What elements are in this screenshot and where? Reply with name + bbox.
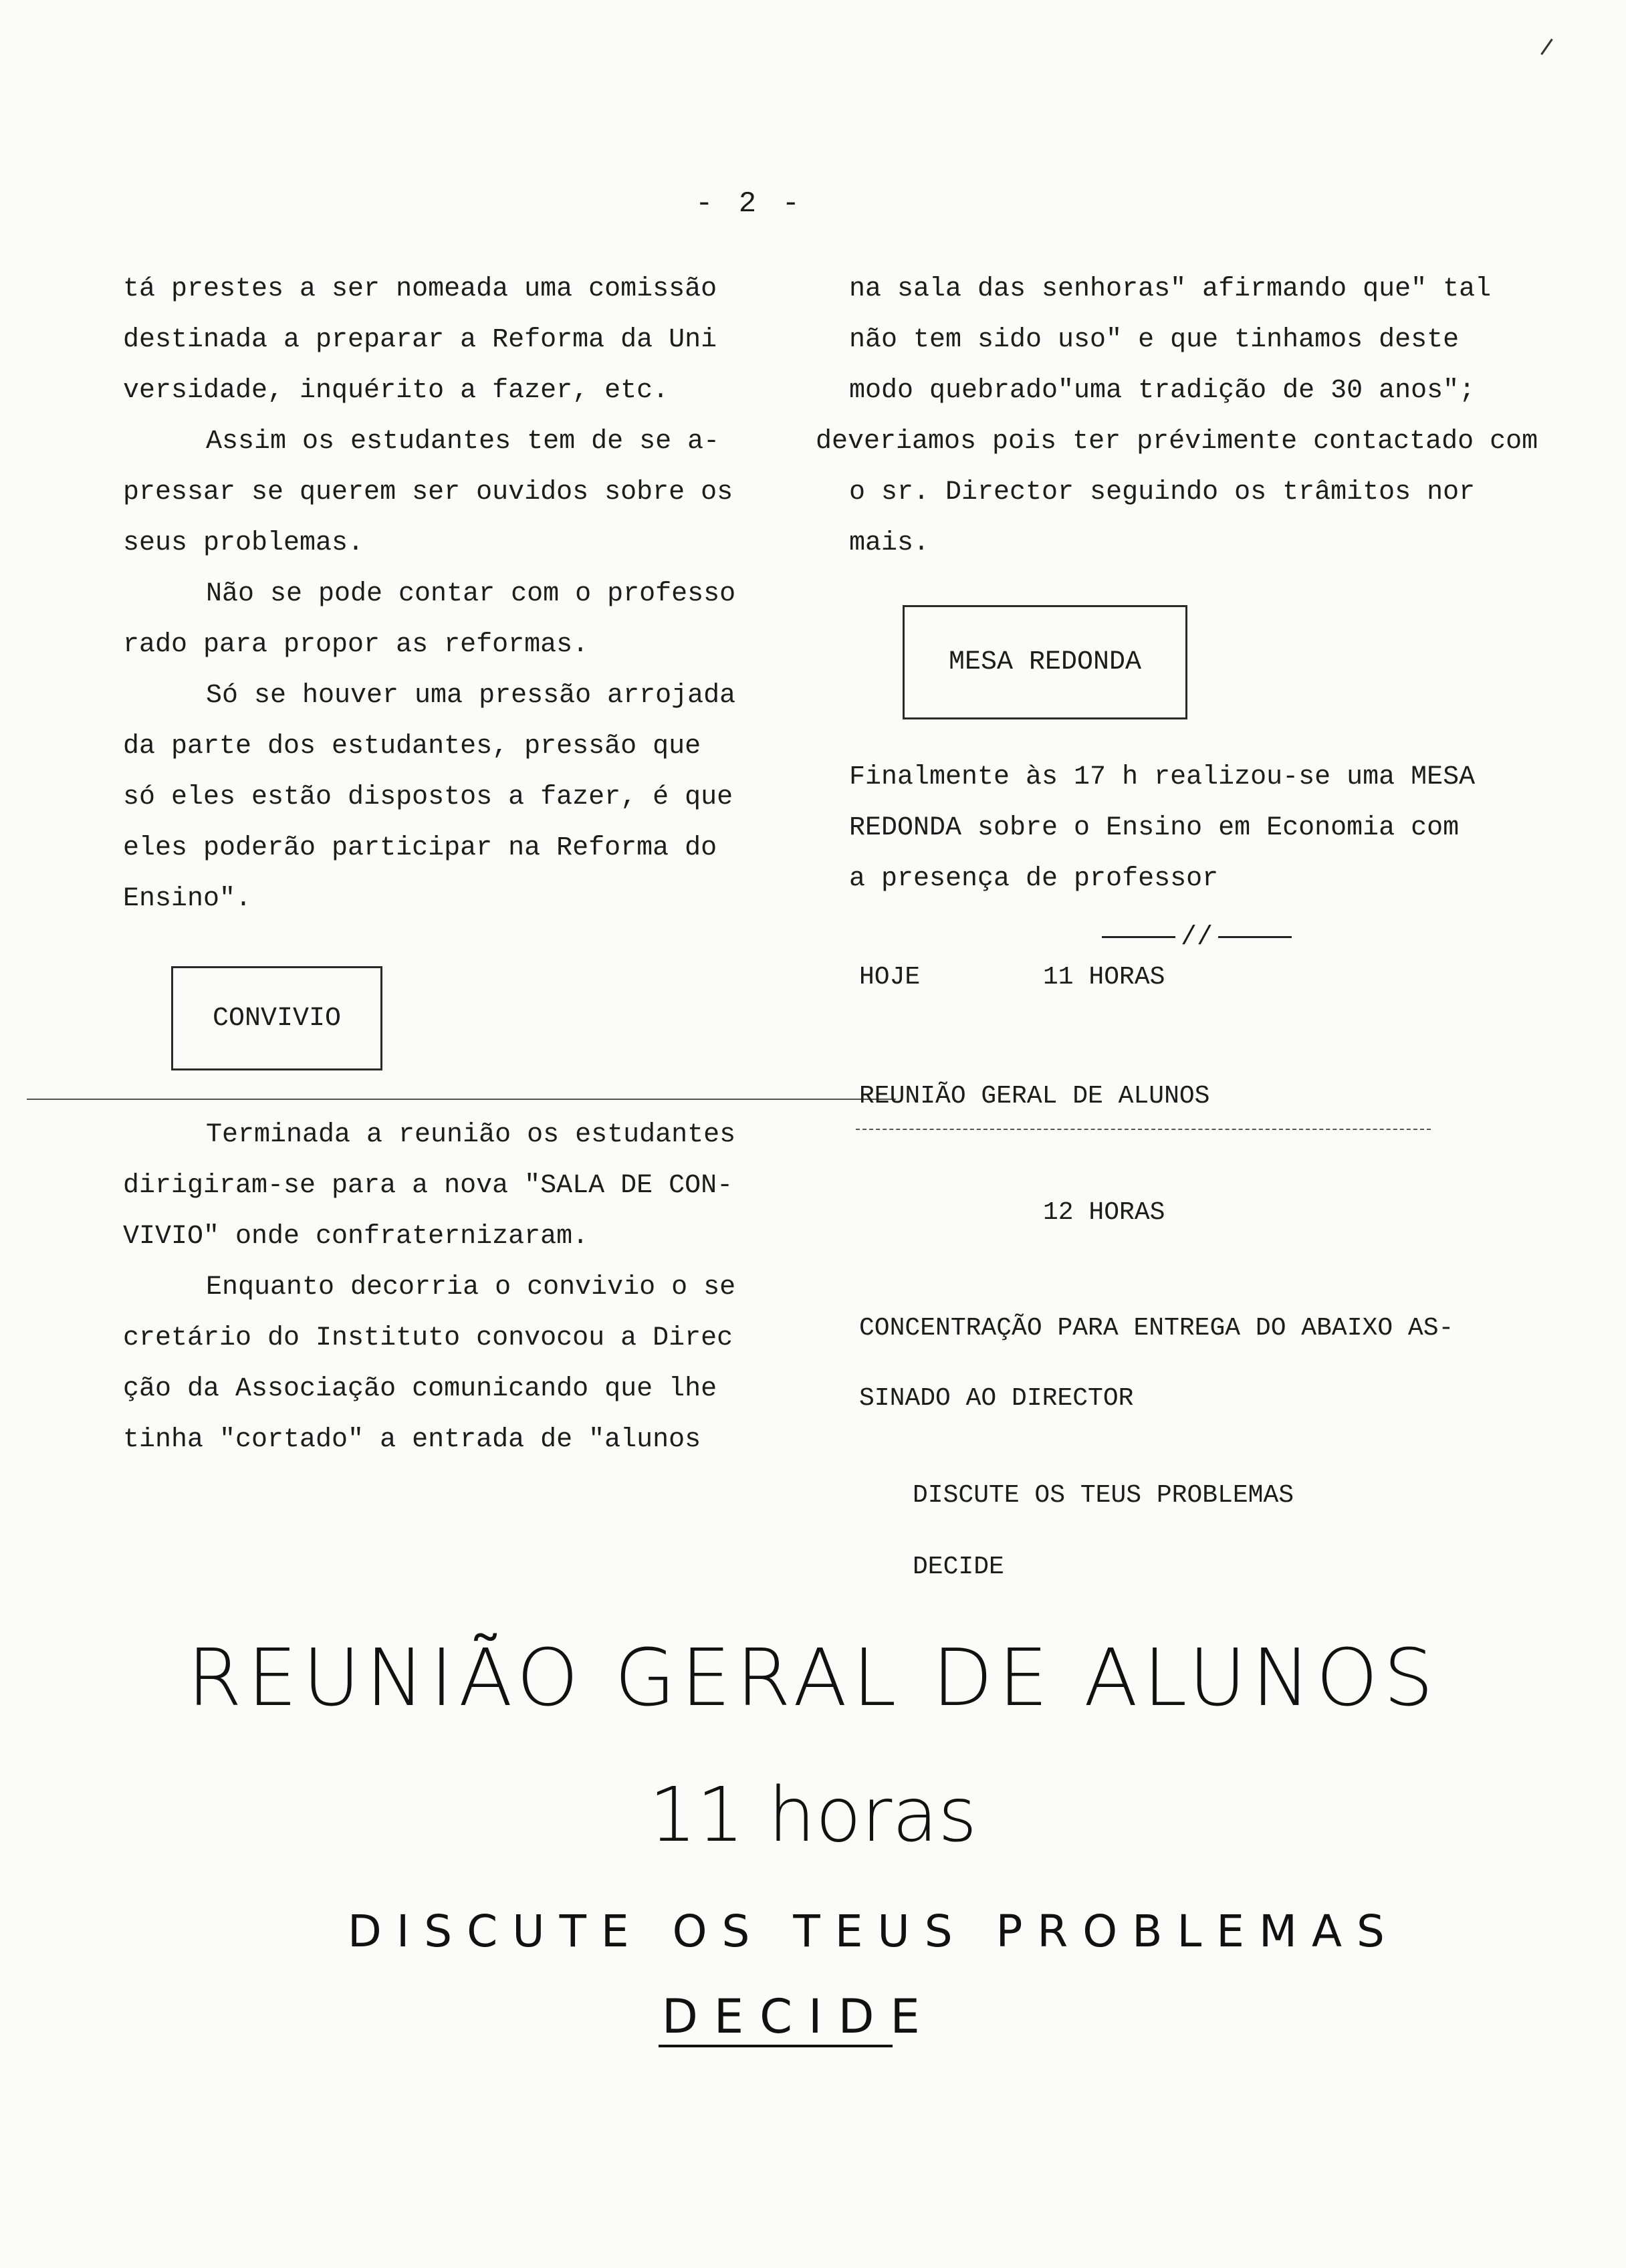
separator-dash bbox=[1102, 936, 1175, 938]
left-line: seus problemas. bbox=[123, 528, 364, 558]
reuniao-geral: REUNIÃO GERAL DE ALUNOS bbox=[859, 1082, 1210, 1111]
right-line: não tem sido uso" e que tinhamos deste bbox=[849, 325, 1460, 355]
left-line: da parte dos estudantes, pressão que bbox=[123, 731, 701, 762]
handwritten-decide: DECIDE bbox=[662, 1989, 936, 2044]
left-line: eles poderão participar na Reforma do bbox=[123, 833, 717, 863]
right-line: o sr. Director seguindo os trâmitos nor bbox=[849, 477, 1476, 507]
right-line: REDONDA sobre o Ensino em Economia com bbox=[849, 813, 1460, 843]
left-line: Enquanto decorria o convivio o se bbox=[206, 1272, 736, 1302]
hora-12: 12 HORAS bbox=[1043, 1198, 1165, 1227]
left-line: ção da Associação comunicando que lhe bbox=[123, 1374, 717, 1404]
right-line: deveriamos pois ter prévimente contactado com bbox=[816, 427, 1538, 457]
page-number: - 2 - bbox=[695, 187, 804, 221]
left-line: pressar se querem ser ouvidos sobre os bbox=[123, 477, 733, 507]
right-line: na sala das senhoras" afirmando que" tal bbox=[849, 274, 1492, 304]
separator-slashes: // bbox=[1181, 923, 1213, 953]
separator bbox=[1096, 923, 1297, 953]
right-line: modo quebrado"uma tradição de 30 anos"; bbox=[849, 376, 1476, 406]
mesa-redonda-box bbox=[903, 605, 1187, 719]
left-line: dirigiram-se para a nova "SALA DE CON- bbox=[123, 1171, 733, 1201]
left-line: Assim os estudantes tem de se a- bbox=[206, 427, 720, 457]
left-line: só eles estão dispostos a fazer, é que bbox=[123, 782, 733, 812]
right-line: mais. bbox=[849, 528, 930, 558]
right-line: a presença de professor bbox=[849, 864, 1219, 894]
decide-line: DECIDE bbox=[913, 1553, 1004, 1581]
left-line: Não se pode contar com o professo bbox=[206, 579, 736, 609]
left-line: VIVIO" onde confraternizaram. bbox=[123, 1222, 589, 1252]
left-line: Ensino". bbox=[123, 884, 252, 914]
left-line: rado para propor as reformas. bbox=[123, 630, 589, 660]
left-line: tá prestes a ser nomeada uma comissão bbox=[123, 274, 717, 304]
hoje-label: HOJE bbox=[859, 963, 921, 992]
pen-mark bbox=[1540, 39, 1553, 55]
mesa-redonda-heading: MESA REDONDA bbox=[948, 647, 1142, 677]
left-line: versidade, inquérito a fazer, etc. bbox=[123, 376, 669, 406]
convivio-heading: CONVIVIO bbox=[212, 1003, 342, 1034]
handwritten-title: REUNIÃO GERAL DE ALUNOS bbox=[187, 1631, 1439, 1724]
left-column-lower bbox=[123, 1110, 765, 1466]
left-column bbox=[123, 264, 765, 925]
left-line: Só se houver uma pressão arrojada bbox=[206, 681, 736, 711]
decide-underline bbox=[659, 2045, 893, 2047]
left-line: tinha "cortado" a entrada de "alunos bbox=[123, 1425, 701, 1455]
left-line: Terminada a reunião os estudantes bbox=[206, 1120, 736, 1150]
right-line: Finalmente às 17 h realizou-se uma MESA bbox=[849, 762, 1476, 792]
hora-11: 11 HORAS bbox=[1043, 963, 1165, 992]
right-column-mesa bbox=[849, 752, 1524, 905]
left-line: destinada a preparar a Reforma da Uni bbox=[123, 325, 717, 355]
concentracao-line-2: SINADO AO DIRECTOR bbox=[859, 1384, 1134, 1413]
discute-line: DISCUTE OS TEUS PROBLEMAS bbox=[913, 1481, 1294, 1510]
handwritten-time: 11 horas bbox=[649, 1772, 977, 1859]
concentracao-line-1: CONCENTRAÇÃO PARA ENTREGA DO ABAIXO AS- bbox=[859, 1314, 1454, 1343]
section-rule bbox=[27, 1099, 896, 1100]
separator-dash bbox=[1218, 936, 1292, 938]
left-line: cretário do Instituto convocou a Direc bbox=[123, 1323, 733, 1353]
right-column bbox=[816, 264, 1538, 569]
convivio-box bbox=[171, 966, 382, 1070]
handwritten-discute: DISCUTE OS TEUS PROBLEMAS bbox=[348, 1906, 1399, 1957]
section-rule bbox=[856, 1129, 1431, 1130]
